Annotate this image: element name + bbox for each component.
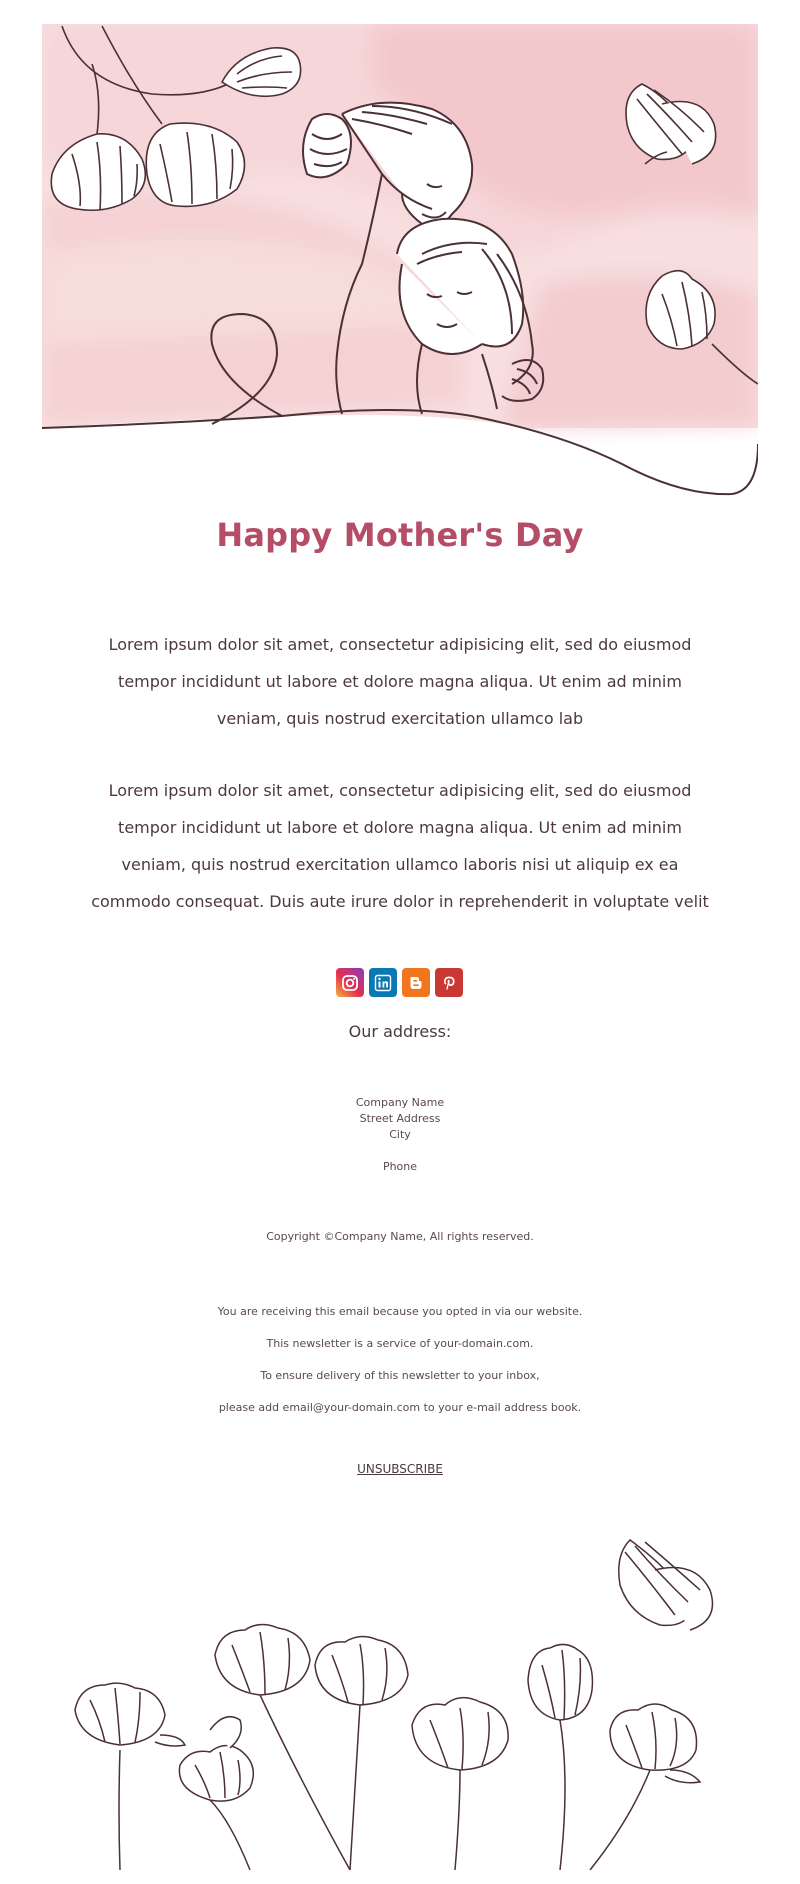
notice-line: This newsletter is a service of your-domain.com. [266,1337,534,1350]
tulip [528,1644,592,1720]
unsubscribe-link[interactable]: UNSUBSCRIBE [357,1462,443,1476]
notice-line: To ensure delivery of this newsletter to your inbox, [260,1369,540,1382]
street-address: Street Address [359,1112,441,1125]
social-links [336,968,468,997]
tulip [412,1698,508,1770]
tulip [215,1624,310,1695]
copyright-text: Copyright ©Company Name, All rights reserved. [266,1230,534,1243]
watercolor-background [42,24,758,428]
tulip [610,1704,700,1783]
notice-line: You are receiving this email because you opted in via our website. [217,1305,583,1318]
tulip [315,1636,408,1705]
notice-line: please add email@your-domain.com to your e-mail address book. [218,1401,582,1414]
tulip [179,1717,253,1801]
hero-illustration [42,24,758,500]
blogger-icon[interactable] [402,968,430,997]
company-name: Company Name [355,1096,445,1109]
tulip [75,1683,185,1746]
pinterest-icon[interactable] [435,968,463,997]
body-paragraph: Lorem ipsum dolor sit amet, consectetur adipisicing elit, sed do eiusmod tempor incididunt ut labore et dolore magna aliqua. Ut enim ad minim veniam, quis nostrud exercitation ullamco laboris nisi ut aliquip ex ea commodo consequat. Duis aute irure dolor in reprehenderit in voluptate velit [91,781,709,911]
address-block [0,1095,800,1143]
city: City [389,1128,411,1141]
intro-paragraph: Lorem ipsum dolor sit amet, consectetur adipisicing elit, sed do eiusmod tempor incididunt ut labore et dolore magna aliqua. Ut enim ad minim veniam, quis nostrud exercitation ullamco lab [108,635,692,728]
instagram-icon[interactable] [336,968,364,997]
linkedin-icon[interactable] [369,968,397,997]
email-title: Happy Mother's Day [216,516,584,554]
tulips-illustration [60,1520,740,1870]
subscription-notice [0,1296,800,1424]
butterfly-bottom [619,1540,713,1630]
phone: Phone [382,1160,418,1173]
address-label: Our address: [348,1022,452,1041]
